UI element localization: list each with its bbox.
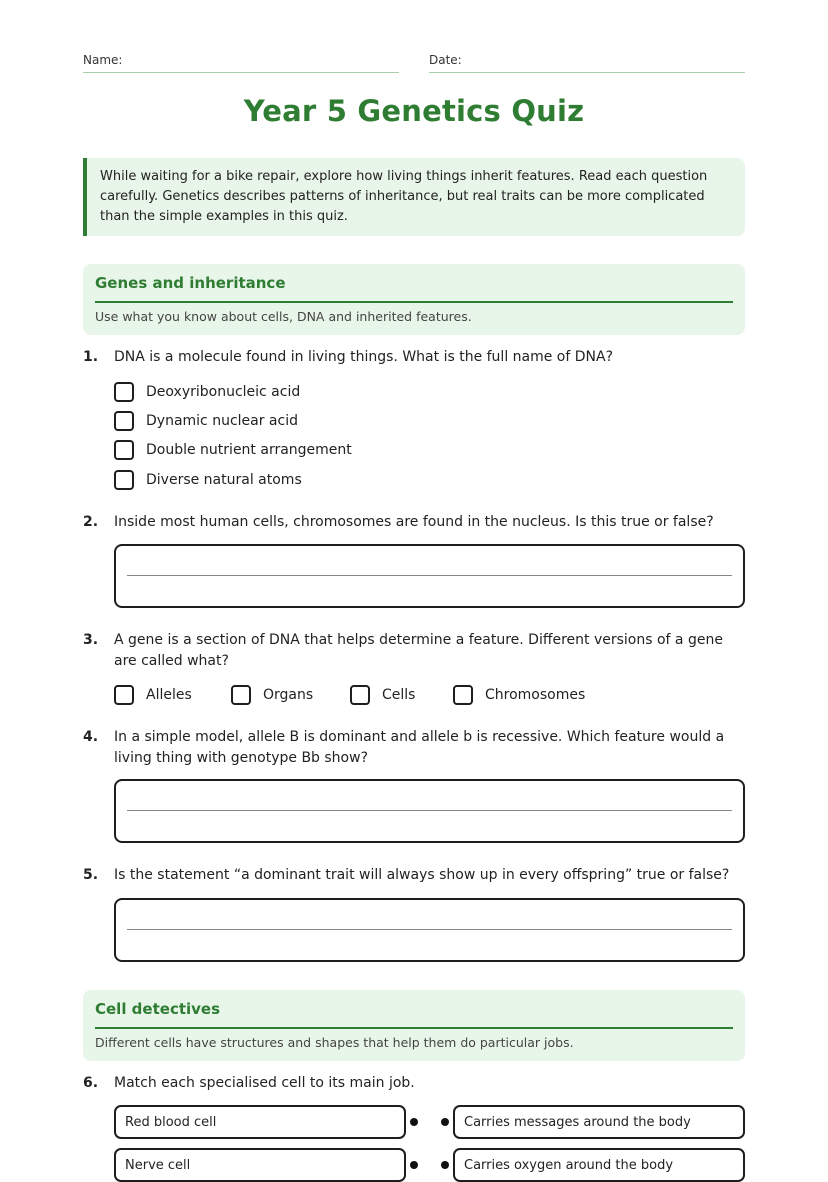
- section-subtitle: Different cells have structures and shapes that help them do particular jobs.: [95, 1035, 574, 1050]
- match-right-dot[interactable]: [441, 1161, 449, 1169]
- name-label: Name:: [83, 53, 123, 67]
- question-number: 5.: [83, 867, 99, 883]
- intro-text: While waiting for a bike repair, explore how living things inherit features. Read each question carefully. Genetics describes patterns of inheritance, but real traits can be more complicated than the simple examples in this quiz.: [100, 169, 708, 224]
- option-label: Diverse natural atoms: [146, 472, 302, 488]
- match-left-dot[interactable]: [410, 1161, 418, 1169]
- match-left-item: Red blood cell: [114, 1105, 406, 1139]
- question-text: Inside most human cells, chromosomes are found in the nucleus. Is this true or false?: [114, 514, 714, 530]
- section-title: Genes and inheritance: [95, 264, 733, 303]
- checkbox[interactable]: [114, 440, 134, 460]
- option-label: Organs: [263, 687, 314, 703]
- answer-box[interactable]: [114, 779, 745, 843]
- answer-box[interactable]: [114, 898, 745, 962]
- question-number: 6.: [83, 1075, 99, 1091]
- option-label: Dynamic nuclear acid: [146, 413, 298, 429]
- match-left-dot[interactable]: [410, 1118, 418, 1126]
- option-chromosomes[interactable]: [453, 683, 585, 707]
- name-field[interactable]: [83, 72, 399, 73]
- question-number: 3.: [83, 632, 99, 648]
- section-title: Cell detectives: [95, 990, 733, 1029]
- checkbox[interactable]: [350, 685, 370, 705]
- question-number: 1.: [83, 349, 99, 365]
- option-diverse-natural-atoms[interactable]: [114, 468, 302, 492]
- option-alleles[interactable]: [114, 683, 192, 707]
- option-deoxyribonucleic-acid[interactable]: [114, 380, 300, 404]
- date-field[interactable]: [429, 72, 745, 73]
- intro-box: [83, 158, 745, 236]
- answer-line: [127, 929, 732, 930]
- option-cells[interactable]: [350, 683, 415, 707]
- option-dynamic-nuclear-acid[interactable]: [114, 409, 298, 433]
- match-right-dot[interactable]: [441, 1118, 449, 1126]
- option-double-nutrient-arrangement[interactable]: [114, 438, 352, 462]
- date-label: Date:: [429, 53, 462, 67]
- question-text: In a simple model, allele B is dominant and allele b is recessive. Which feature would a living thing with genotype Bb show?: [114, 729, 725, 766]
- match-left-item: Nerve cell: [114, 1148, 406, 1182]
- answer-line: [127, 810, 732, 811]
- question-number: 4.: [83, 729, 99, 745]
- option-label: Cells: [382, 687, 416, 703]
- question-text: DNA is a molecule found in living things. What is the full name of DNA?: [114, 349, 614, 365]
- match-right-item: Carries oxygen around the body: [453, 1148, 745, 1182]
- page-title: Year 5 Genetics Quiz: [243, 94, 585, 128]
- checkbox[interactable]: [453, 685, 473, 705]
- checkbox[interactable]: [114, 470, 134, 490]
- question-text: Match each specialised cell to its main job.: [114, 1075, 415, 1091]
- option-label: Double nutrient arrangement: [146, 442, 352, 458]
- option-organs[interactable]: [231, 683, 313, 707]
- option-label: Deoxyribonucleic acid: [146, 384, 301, 400]
- answer-line: [127, 575, 732, 576]
- checkbox[interactable]: [114, 382, 134, 402]
- question-number: 2.: [83, 514, 99, 530]
- question-text: A gene is a section of DNA that helps determine a feature. Different versions of a gene are called what?: [114, 632, 723, 669]
- section-genes-and-inheritance: [83, 264, 745, 335]
- checkbox[interactable]: [114, 685, 134, 705]
- option-label: Chromosomes: [485, 687, 586, 703]
- match-right-item: Carries messages around the body: [453, 1105, 745, 1139]
- answer-box[interactable]: [114, 544, 745, 608]
- section-cell-detectives: [83, 990, 745, 1061]
- option-label: Alleles: [146, 687, 192, 703]
- section-subtitle: Use what you know about cells, DNA and inherited features.: [95, 309, 472, 324]
- question-text: Is the statement “a dominant trait will always show up in every offspring” true or false?: [114, 867, 730, 883]
- checkbox[interactable]: [114, 411, 134, 431]
- checkbox[interactable]: [231, 685, 251, 705]
